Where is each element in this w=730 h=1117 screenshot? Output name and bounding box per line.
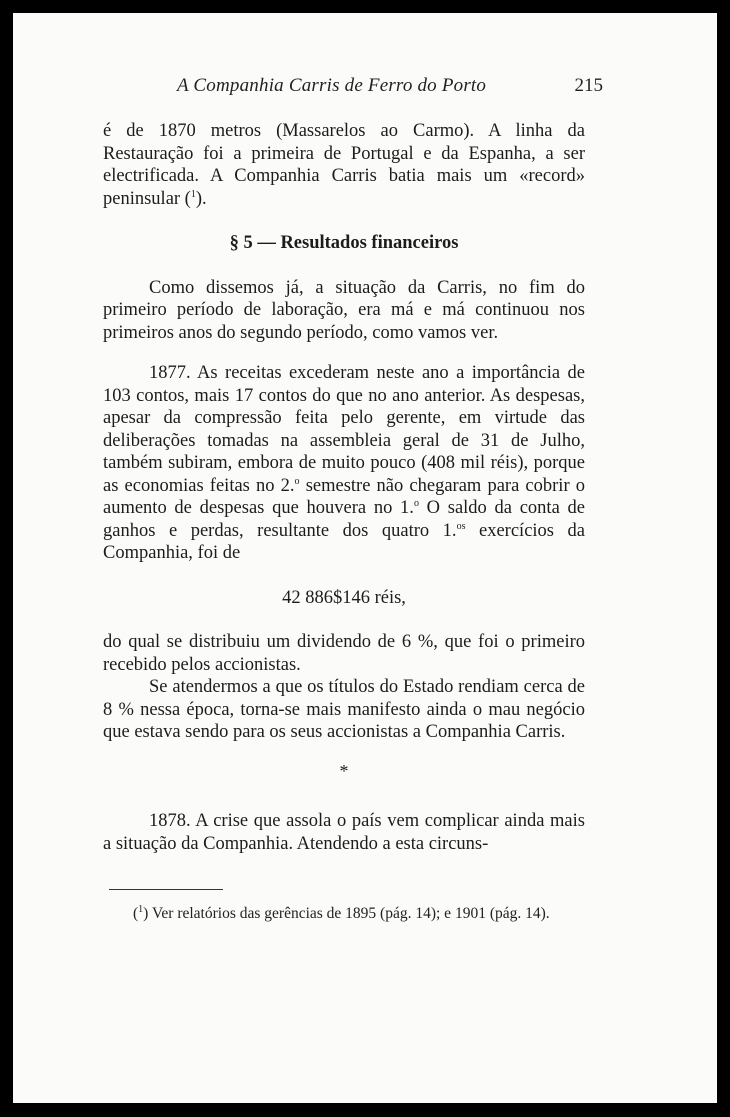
- section-heading: § 5 — Resultados financeiros: [229, 233, 459, 253]
- footnotes: [103, 903, 585, 925]
- paragraph-3: [103, 362, 585, 565]
- paragraph-3-part-b: semestre não chegaram para cobrir o aumento de despesas que houvera no 1.: [103, 475, 585, 518]
- footnote-1-text: Ver relatórios das gerências de 1895 (pág. 14); e 1901 (pág. 14).: [148, 905, 550, 922]
- paragraph-3-part-d: exercícios da Companhia, foi de: [103, 520, 586, 563]
- paragraph-6: 1878. A crise que assola o país vem complicar ainda mais a situação da Companhia. Atendendo a esta circuns-: [103, 811, 585, 854]
- paragraph-3-part-c: O saldo da conta de ganhos e perdas, resultante dos quatro 1.: [103, 498, 585, 541]
- ordinal-sup-1: o: [294, 475, 300, 487]
- paragraph-4: do qual se distribuiu um dividendo de 6 %, que foi o primeiro recebido pelos accionistas.: [103, 632, 585, 675]
- section-separator: *: [339, 760, 349, 781]
- footnote-ref: 1: [190, 188, 196, 200]
- paragraph-1-text: é de 1870 metros (Massarelos ao Carmo). A linha da Restauração foi a primeira de Portugal e da Espanha, a ser electrificada. A Companhia Carris batia mais um «record» peninsular (: [103, 121, 585, 209]
- footnote-mark-close: ): [143, 905, 149, 922]
- ordinal-sup-3: os: [456, 520, 466, 532]
- footnote-1: [103, 903, 585, 925]
- paragraph-1-end: ).: [195, 188, 207, 209]
- running-header: [177, 75, 603, 101]
- footnote-rule: [109, 889, 223, 890]
- paragraph-5: Se atendermos a que os títulos do Estado rendiam cerca de 8 % nessa época, torna-se mais manifesto ainda o mau negócio que estava sendo para os seus accionistas a Companhia Carris.: [103, 677, 585, 742]
- paragraph-2: Como dissemos já, a situação da Carris, no fim do primeiro período de laboração, era má e má continuou nos primeiros anos do segundo período, como vamos ver.: [103, 277, 585, 343]
- footnote-mark-open: (: [133, 905, 139, 922]
- book-page: [13, 13, 717, 1103]
- page-number: 215: [574, 75, 603, 96]
- footnote-mark-number: 1: [138, 903, 144, 915]
- body-text: [103, 120, 585, 855]
- ordinal-sup-2: o: [413, 497, 419, 509]
- amount-line: 42 886$146 réis,: [282, 587, 406, 608]
- running-title: A Companhia Carris de Ferro do Porto: [177, 75, 487, 96]
- paragraph-1: [103, 120, 585, 210]
- paragraph-3-part-a: 1877. As receitas excederam neste ano a importância de 103 contos, mais 17 contos do que no ano anterior. As despesas, apesar da compressão feita pelo gerente, em virtude das deliberações tomadas na assembleia geral de 31 de Julho, também subiram, embora de muito pouco (408 mil réis), porque as economias feitas no 2.: [103, 363, 585, 496]
